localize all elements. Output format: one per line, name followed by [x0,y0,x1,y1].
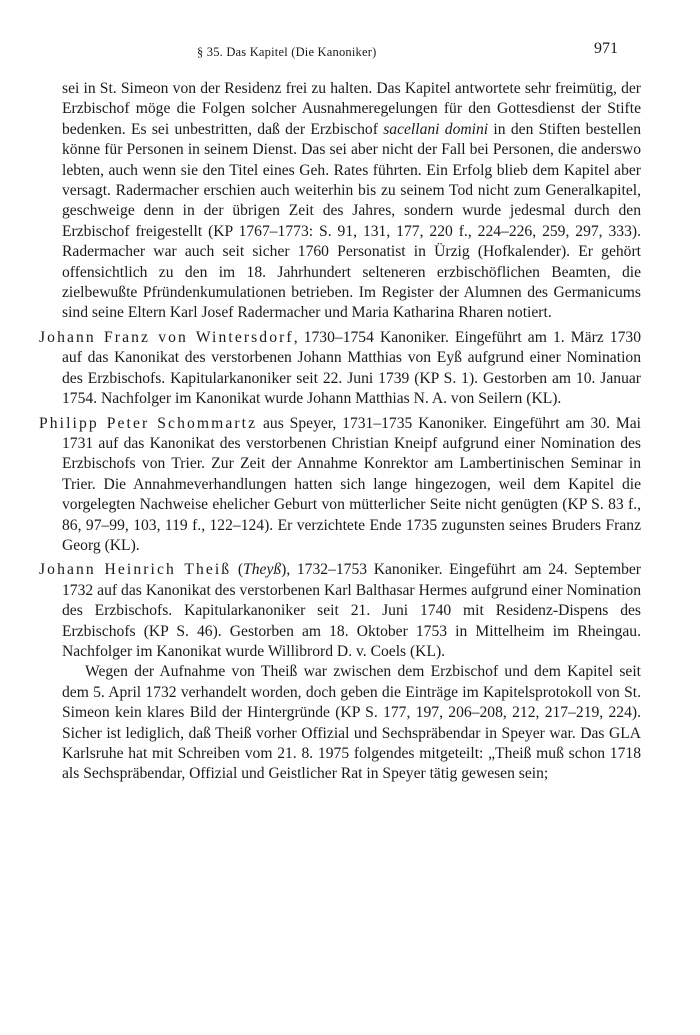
entry-wintersdorf: Johann Franz von Wintersdorf, 1730–1754 Kanoniker. Eingeführt am 1. März 1730 auf das Kanonikat des verstorbenen Johann Matthias von Eyß aufgrund einer Nomination des Erzbischofs. Kapitularkanoniker seit 22. Juni 1739 (KP S. 1). Gestorben am 10. Januar 1754. Nachfolger im Kanonikat wurde Johann Matthias N. A. von Seilern (KL). [39,328,641,408]
running-title: § 35. Das Kapitel (Die Kanoniker) [197,45,377,59]
page-body [39,79,659,785]
entry-name: Philipp Peter Schommartz [39,414,258,432]
page-number: 971 [594,40,618,57]
entry-theiss: Johann Heinrich Theiß (Theyß), 1732–1753 Kanoniker. Eingeführt am 24. September 1732 auf das Kanonikat des verstorbenen Karl Balthasar Hermes aufgrund einer Nomination des Erzbischofs. Kapitularkanoniker seit 21. Juni 1740 mit Residenz-Dispens des Erzbischofs (KP S. 46). Gestorben am 18. Oktober 1753 in Mittelheim im Rheingau. Nachfolger im Kanonikat wurde Willibrord D. v. Coels (KL). [39,561,642,660]
name-variant: Theyß [243,561,282,579]
latin-term: sacellani domini [383,120,489,138]
book-page [39,40,659,785]
continued-paragraph: sei in St. Simeon von der Residenz frei zu halten. Das Kapitel antwortete sehr freimütig, der Erzbischof möge die Folgen solcher Ausnahmeregelungen für den Gottesdienst der Stifte bedenken. Es sei unbestritten, daß der Erzbischof sacellani domini in den Stiften bestellen könne für Personen in seinem Dienst. Das sei aber nicht der Fall bei Personen, die anderswo lebten, auch wenn sie den Titel eines Geh. Rates führten. Ein Erfolg blieb dem Kapitel aber versagt. Radermacher erschien auch weiterhin bis zu seinem Tod nicht zum Generalkapitel, geschweige denn in der übrigen Zeit des Jahres, sondern wurde jedesmal durch den Erzbischof freigestellt (KP 1767–1773: S. 91, 131, 177, 220 f., 224–226, 259, 297, 333). Radermacher war auch seit sicher 1760 Personatist in Ürzig (Hofkalender). Er gehört offensichtlich zu den im 18. Jahrhundert selteneren erzbischöflichen Beamten, die zielbewußte Pfründenkumulationen betrieben. Im Register der Alumnen des Germanicums sind seine Eltern Karl Josef Radermacher und Maria Katharina Rharen notiert. [62,80,641,322]
entry-schommartz: Philipp Peter Schommartz aus Speyer, 1731–1735 Kanoniker. Eingeführt am 30. Mai 1731 auf das Kanonikat des verstorbenen Christian Kneipf aufgrund einer Nomination des Erzbischofs von Trier. Zur Zeit der Annahme Konrektor am Lambertinischen Seminar in Trier. Die Annahmeverhandlungen hatten sich lange hingezogen, weil dem Kapitel die vorgelegten Nachweise ehelicher Geburt von mütterlicher Seite nicht genügten (KP S. 83 f., 86, 97–99, 103, 119 f., 122–124). Er verzichtete Ende 1735 zugunsten seines Bruders Franz Georg (KL). [39,414,641,554]
entry-name: Johann Heinrich Theiß [39,561,232,579]
entry-name: Johann Franz von Wintersdorf [39,328,294,346]
indented-paragraph: Wegen der Aufnahme von Theiß war zwischen dem Erzbischof und dem Kapitel seit dem 5. April 1732 verhandelt worden, doch geben die Einträge im Kapitelsprotokoll von St. Simeon kein klares Bild der Hintergründe (KP S. 177, 197, 206–208, 212, 217–219, 224). Sicher ist lediglich, daß Theiß vorher Offizial und Sechspräbendar in Speyer war. Das GLA Karlsruhe hat mit Schreiben vom 21. 8. 1975 folgendes mitgeteilt: „Theiß muß schon 1718 als Sechspräbendar, Offizial und Geistlicher Rat in Speyer tätig gewesen sein; [62,663,641,783]
running-header [39,40,659,62]
